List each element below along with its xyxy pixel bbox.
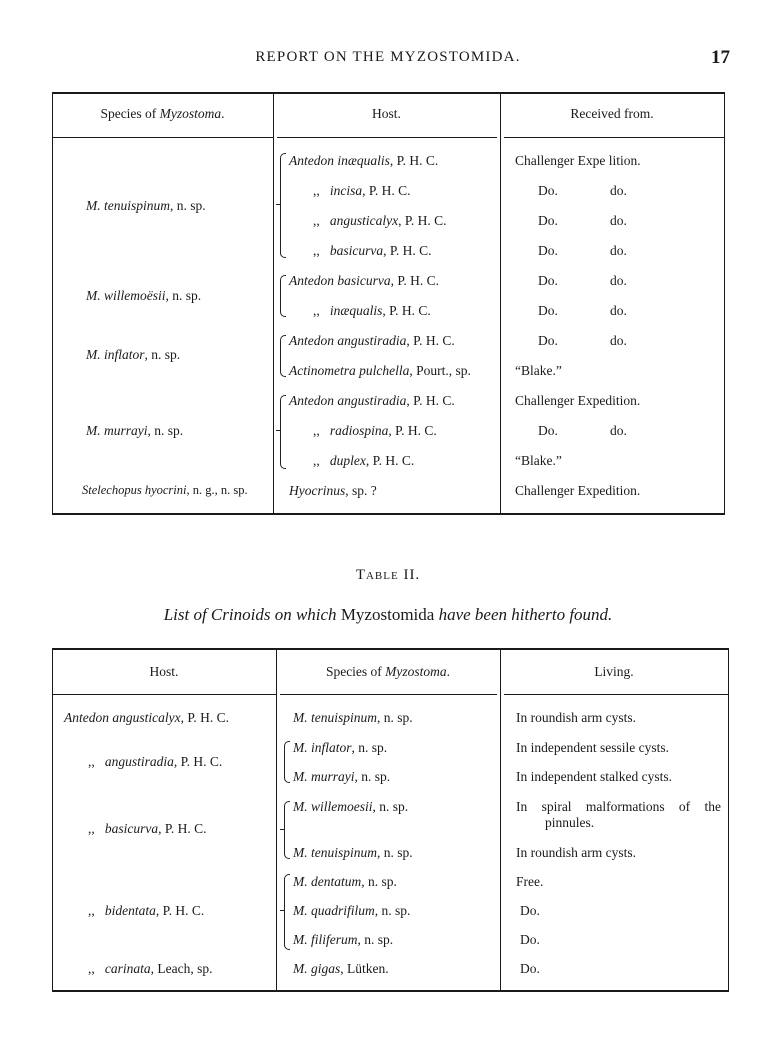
t2-header-rule-3 xyxy=(504,694,728,695)
t1-received-row: Do. xyxy=(538,333,558,348)
t1-received-row: Challenger Expedition. xyxy=(515,393,641,408)
t1-brace-willemoesii xyxy=(280,275,286,317)
t2-header-rule-2 xyxy=(280,694,497,695)
t1-brace-inflator xyxy=(280,335,286,377)
t1-host-row: ,, incisa, P. H. C. xyxy=(313,183,411,198)
t1-received-row: Do. xyxy=(538,213,558,228)
t1-received-row: Challenger Expe lition. xyxy=(515,153,641,168)
t2-living-row: In independent stalked cysts. xyxy=(516,769,672,784)
t1-header-species: Species of Myzostoma. xyxy=(100,106,225,121)
t1-header-received: Received from. xyxy=(570,106,654,121)
t1-received-row: Challenger Expedition. xyxy=(515,483,641,498)
t2-myzo-row: M. dentatum, n. sp. xyxy=(293,874,397,889)
t1-col-divider-2 xyxy=(500,92,501,514)
t1-received-row: Do. xyxy=(538,183,558,198)
t2-living-row: In spiral malformations of the xyxy=(516,799,721,814)
t1-ditto: do. xyxy=(610,213,627,228)
table2-label: Table II. xyxy=(355,567,421,583)
t1-ditto: do. xyxy=(610,183,627,198)
running-header: REPORT ON THE MYZOSTOMIDA. xyxy=(255,49,521,65)
t2-living-row: Do. xyxy=(520,961,540,976)
t1-left-border xyxy=(52,92,53,514)
t1-host-row: Antedon basicurva, P. H. C. xyxy=(289,273,440,288)
t1-host-row: ,, duplex, P. H. C. xyxy=(313,453,415,468)
t1-header-host: Host. xyxy=(372,106,401,121)
t2-top-rule xyxy=(52,648,729,650)
t2-myzo-row: M. tenuispinum, n. sp. xyxy=(293,710,413,725)
t1-header-rule-1 xyxy=(52,137,273,138)
t1-ditto: do. xyxy=(610,303,627,318)
t2-col-divider-1 xyxy=(276,648,277,991)
t1-host-row: Antedon angustiradia, P. H. C. xyxy=(289,333,455,348)
t2-right-border xyxy=(728,648,729,991)
t1-received-row: Do. xyxy=(538,423,558,438)
t1-ditto: do. xyxy=(610,243,627,258)
t2-brace-basicurva xyxy=(284,801,290,859)
t2-myzo-row: M. filiferum, n. sp. xyxy=(293,932,394,947)
t1-brace-murrayi xyxy=(280,395,286,469)
t2-living-row: In roundish arm cysts. xyxy=(516,710,636,725)
t2-col-divider-2 xyxy=(500,648,501,991)
t1-host-row: Antedon angustiradia, P. H. C. xyxy=(289,393,455,408)
t1-received-row: Do. xyxy=(538,273,558,288)
t1-received-row: Do. xyxy=(538,303,558,318)
t2-header-species: Species of Myzostoma. xyxy=(325,664,451,679)
t2-myzo-row: M. inflator, n. sp. xyxy=(293,740,388,755)
t1-species-murrayi: M. murrayi, n. sp. xyxy=(86,423,184,438)
t1-right-border xyxy=(724,92,725,514)
t2-myzo-row: M. tenuispinum, n. sp. xyxy=(293,845,413,860)
t1-host-row: ,, inæqualis, P. H. C. xyxy=(313,303,431,318)
t1-host-row: Actinometra pulchella, Pourt., sp. xyxy=(289,363,471,378)
t1-host-row: ,, radiospina, P. H. C. xyxy=(313,423,437,438)
t2-myzo-row: M. quadrifilum, n. sp. xyxy=(293,903,411,918)
t2-host-angustiradia: ,, angustiradia, P. H. C. xyxy=(88,754,223,769)
t2-header-living: Living. xyxy=(594,664,634,679)
t1-host-row: ,, angusticalyx, P. H. C. xyxy=(313,213,447,228)
t1-ditto: do. xyxy=(610,333,627,348)
t1-host-row: Hyocrinus, sp. ? xyxy=(289,483,377,498)
t2-living-row: In roundish arm cysts. xyxy=(516,845,636,860)
t1-host-row: Antedon inæqualis, P. H. C. xyxy=(289,153,439,168)
page-number: 17 xyxy=(711,47,730,68)
t2-living-row: In independent sessile cysts. xyxy=(516,740,669,755)
table2-caption: List of Crinoids on which Myzostomida have been hitherto found. xyxy=(163,605,613,624)
t1-species-stelechopus: Stelechopus hyocrini, n. g., n. sp. xyxy=(82,483,248,497)
t2-living-row: Do. xyxy=(520,932,540,947)
t1-bottom-rule xyxy=(52,513,725,515)
t1-header-rule-3 xyxy=(504,137,724,138)
t2-bottom-rule xyxy=(52,990,729,992)
t2-myzo-row: M. gigas, Lütken. xyxy=(293,961,389,976)
t1-species-inflator: M. inflator, n. sp. xyxy=(86,347,181,362)
t2-header-host: Host. xyxy=(149,664,179,679)
t1-received-row: “Blake.” xyxy=(515,453,562,468)
t1-col-divider-1 xyxy=(273,92,274,514)
t1-received-row: “Blake.” xyxy=(515,363,562,378)
t1-ditto: do. xyxy=(610,423,627,438)
t2-host-basicurva: ,, basicurva, P. H. C. xyxy=(88,821,207,836)
t2-myzo-row: M. murrayi, n. sp. xyxy=(293,769,391,784)
t2-living-row: Do. xyxy=(520,903,540,918)
t2-left-border xyxy=(52,648,53,991)
t2-living-row-cont: pinnules. xyxy=(545,815,595,830)
t2-myzo-row: M. willemoesii, n. sp. xyxy=(293,799,409,814)
t1-species-willemoesii: M. willemoësii, n. sp. xyxy=(86,288,202,303)
t2-living-row: Free. xyxy=(516,874,544,889)
t1-host-row: ,, basicurva, P. H. C. xyxy=(313,243,432,258)
t1-ditto: do. xyxy=(610,273,627,288)
t2-host-bidentata: ,, bidentata, P. H. C. xyxy=(88,903,205,918)
t2-host-carinata: ,, carinata, Leach, sp. xyxy=(88,961,213,976)
t2-brace-angustiradia xyxy=(284,741,290,783)
t2-header-rule-1 xyxy=(52,694,276,695)
t1-header-rule-2 xyxy=(277,137,497,138)
t1-received-row: Do. xyxy=(538,243,558,258)
t1-top-rule xyxy=(52,92,725,94)
t2-host-angusticalyx: Antedon angusticalyx, P. H. C. xyxy=(64,710,229,725)
t1-species-tenuispinum: M. tenuispinum, n. sp. xyxy=(86,198,206,213)
t2-brace-bidentata xyxy=(284,874,290,950)
t1-brace-tenuispinum xyxy=(280,153,286,258)
